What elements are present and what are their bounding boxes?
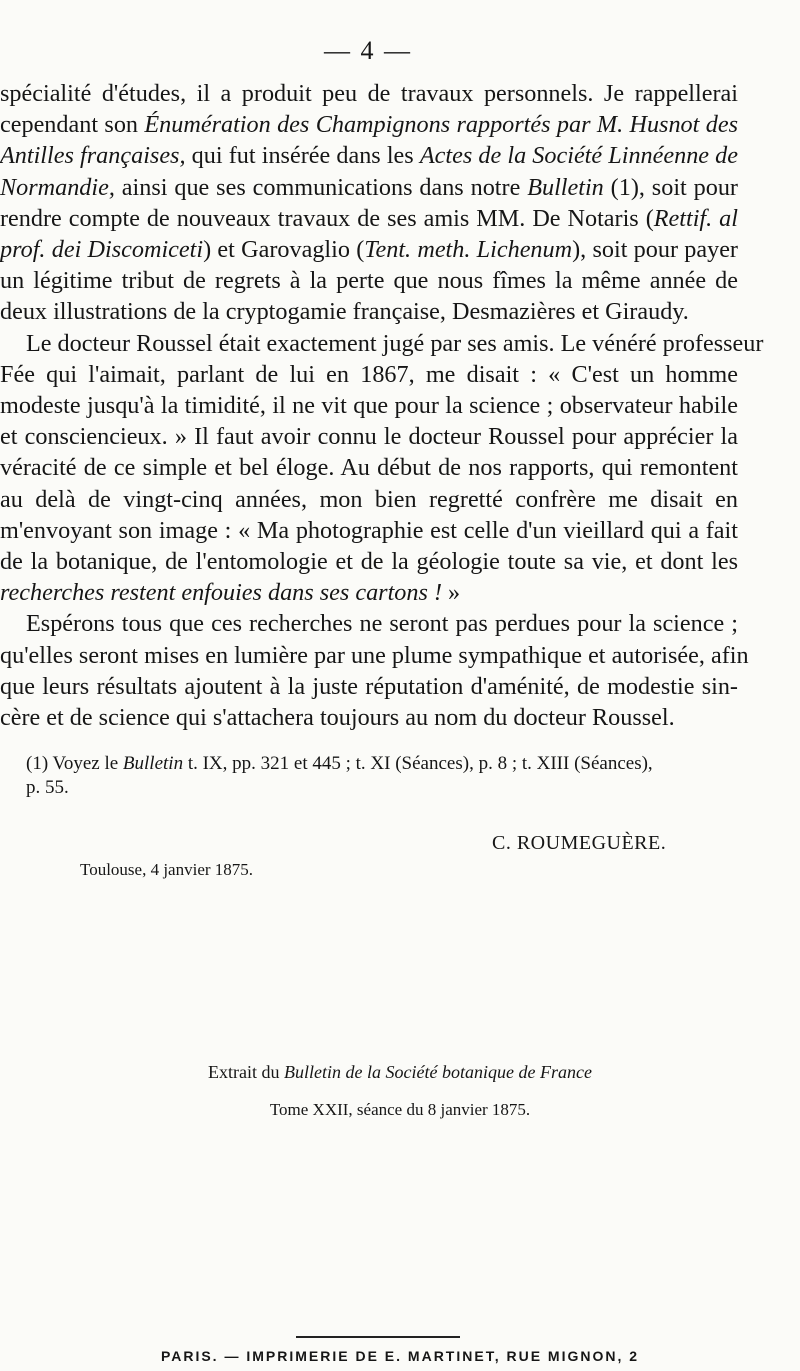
text-span: que leurs résultats ajoutent à la juste réputation d'aménité, de modestie sin-	[0, 672, 738, 700]
text-span: Extrait du	[208, 1062, 285, 1082]
text-span: un légitime tribut de regrets à la perte que nous fîmes la même année de	[0, 267, 738, 295]
italic-title: Actes de la Société Linnéenne de	[419, 142, 739, 170]
tome-line: Tome XXII, séance du 8 janvier 1875.	[269, 1100, 531, 1119]
text-span: (1), soit pour	[603, 173, 738, 201]
text-span: qui fut insérée dans les	[185, 142, 420, 170]
italic-title: Énumération des Champignons rapportés par M. Husnot des	[144, 111, 738, 139]
italic-title: Normandie,	[0, 173, 115, 201]
italic-title: Rettif. al	[653, 204, 738, 232]
text-line	[0, 296, 738, 327]
text-line	[0, 78, 738, 109]
text-line	[0, 577, 738, 608]
text-span: m'envoyant son image : « Ma photographie est celle d'un vieillard qui a fait	[0, 516, 738, 544]
text-line	[0, 390, 738, 421]
text-line	[0, 172, 738, 203]
author-signature: C. ROUMEGUÈRE.	[492, 832, 667, 854]
italic-title: Bulletin	[122, 753, 184, 774]
text-span: deux illustrations de la cryptogamie française, Desmazières et Giraudy.	[0, 298, 689, 326]
text-line	[0, 546, 738, 577]
text-span: cependant son	[0, 111, 145, 139]
footnote	[26, 752, 738, 800]
text-span: véracité de ce simple et bel éloge. Au début de nos rapports, qui remontent	[0, 454, 738, 482]
text-line	[0, 608, 738, 639]
text-span: Fée qui l'aimait, parlant de lui en 1867, me disait : « C'est un homme	[0, 360, 738, 388]
paragraph-2	[0, 328, 764, 609]
text-line	[0, 359, 738, 390]
text-line	[0, 109, 738, 140]
text-line	[0, 452, 738, 483]
italic-title: Tent. meth. Lichenum	[364, 236, 573, 264]
text-span: qu'elles seront mises en lumière par une plume sympathique et autorisée, afin	[0, 641, 749, 669]
place-date: Toulouse, 4 janvier 1875.	[80, 860, 254, 879]
text-line	[0, 265, 738, 296]
text-line	[0, 702, 738, 733]
text-line	[0, 484, 738, 515]
text-span: de la botanique, de l'entomologie et de la géologie toute sa vie, et dont les	[0, 548, 738, 576]
italic-title: Antilles françaises,	[0, 142, 186, 170]
journal-title: Bulletin de la Société botanique de France	[284, 1062, 592, 1082]
body-text	[0, 78, 764, 733]
text-span: (1) Voyez le	[26, 753, 123, 774]
text-span: spécialité d'études, il a produit peu de travaux personnels. Je rappellerai	[0, 80, 738, 107]
paragraph-3	[0, 608, 749, 733]
page-number: — 4 —	[324, 36, 412, 65]
text-span: modeste jusqu'à la timidité, il ne vit que pour la science ; observateur habile	[0, 392, 738, 420]
text-line	[0, 140, 738, 171]
divider-rule	[296, 1336, 460, 1338]
text-span: au delà de vingt-cinq années, mon bien regretté confrère me disait en	[0, 485, 738, 513]
text-line	[0, 328, 764, 359]
text-span: rendre compte de nouveaux travaux de ses amis MM. De Notaris (	[0, 204, 654, 232]
footnote-line	[26, 752, 738, 776]
text-line	[0, 515, 738, 546]
text-span: Le docteur Roussel était exactement jugé par ses amis. Le vénéré professeur	[26, 329, 764, 357]
text-span: Espérons tous que ces recherches ne seront pas perdues pour la science ;	[26, 610, 738, 638]
paragraph-1	[0, 78, 738, 328]
text-span: p. 55.	[26, 777, 69, 798]
text-line	[0, 640, 749, 671]
italic-title: prof. dei Discomiceti	[0, 236, 204, 264]
text-span: t. IX, pp. 321 et 445 ; t. XI (Séances), p. 8 ; t. XIII (Séances),	[183, 753, 653, 774]
text-span: »	[442, 579, 461, 607]
italic-title: Bulletin	[527, 173, 604, 201]
text-line	[0, 671, 738, 702]
text-span: et consciencieux. » Il faut avoir connu le docteur Roussel pour apprécier la	[0, 423, 738, 451]
text-span: ainsi que ses communications dans notre	[114, 173, 528, 201]
italic-quote: recherches restent enfouies dans ses cartons !	[0, 579, 442, 607]
text-line	[0, 234, 738, 265]
extract-note	[0, 1060, 800, 1122]
footnote-line	[26, 776, 738, 800]
text-span: ) et Garovaglio (	[203, 236, 365, 264]
text-line	[0, 421, 738, 452]
text-line	[0, 203, 738, 234]
text-span: ), soit pour payer	[572, 236, 738, 264]
text-span: cère et de science qui s'attachera toujours au nom du docteur Roussel.	[0, 704, 675, 732]
printer-imprint: PARIS. — IMPRIMERIE DE E. MARTINET, RUE MIGNON, 2	[160, 1348, 640, 1364]
